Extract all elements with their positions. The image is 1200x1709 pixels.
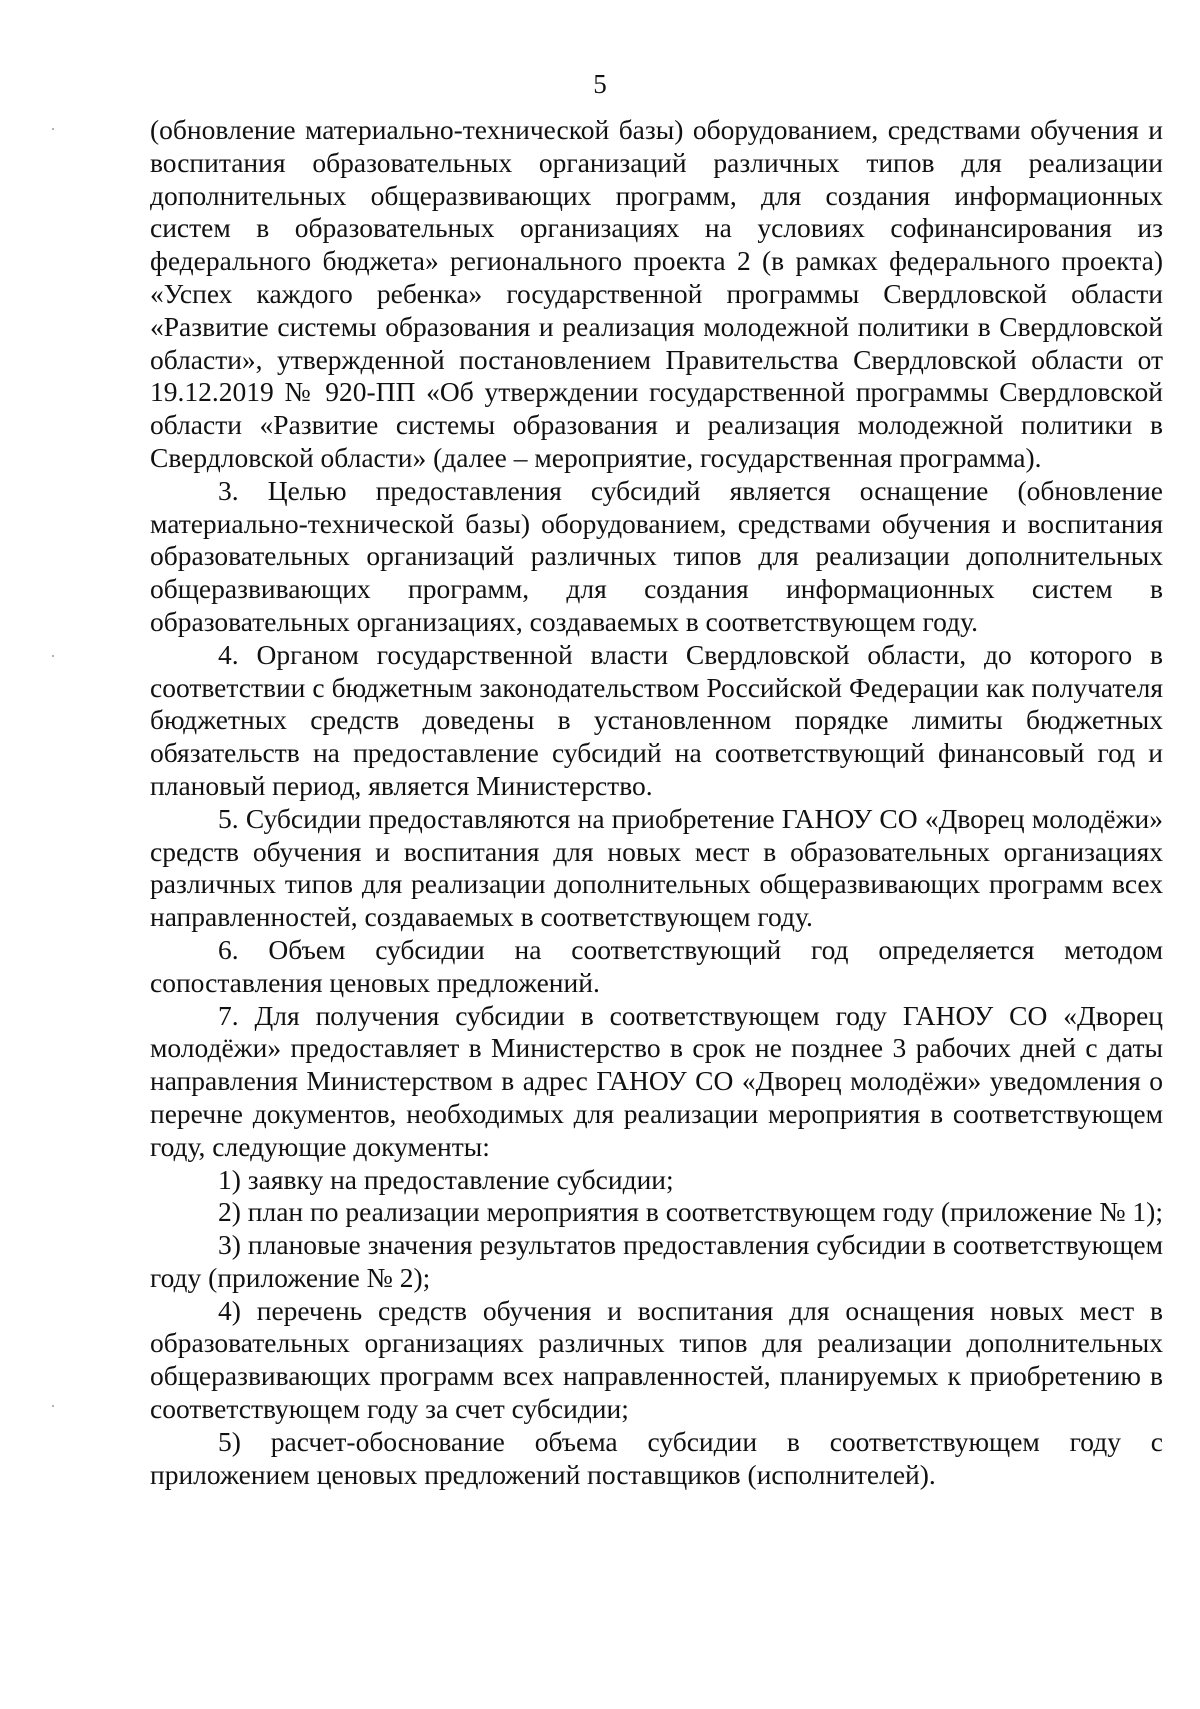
scan-speck [52,128,54,130]
subitem-5: 5) расчет-обоснование объема субсидии в соответствующем году с приложением ценовых предложений поставщиков (исполнителей). [150,1425,1163,1490]
document-body [150,114,1163,1491]
paragraph-continuation: (обновление материально-технической базы) оборудованием, средствами обучения и воспитания образовательных организаций различных типов для реализации дополнительных общеразвивающих программ, для создания информационных систем в образовательных организациях на условиях софинансирования из федерального бюджета» регионального проекта 2 (в рамках федерального проекта) «Успех каждого ребенка» государственной программы Свердловской области «Развитие системы образования и реализация молодежной политики в Свердловской области», утвержденной постановлением Правительства Свердловской области от 19.12.2019 № 920-ПП «Об утверждении государственной программы Свердловской области «Развитие системы образования и реализация молодежной политики в Свердловской области» (далее – мероприятие, государственная программа). [150,114,1163,473]
paragraph-item-5: 5. Субсидии предоставляются на приобретение ГАНОУ СО «Дворец молодёжи» средств обучения и воспитания для новых мест в образовательных организациях различных типов для реализации дополнительных общеразвивающих программ всех направленностей, создаваемых в соответствующем году. [150,802,1163,933]
paragraph-item-3: 3. Целью предоставления субсидий является оснащение (обновление материально-технической базы) оборудованием, средствами обучения и воспитания образовательных организаций различных типов для реализации дополнительных общеразвивающих программ, для создания информационных систем в образовательных организациях, создаваемых в соответствующем году. [150,474,1163,637]
paragraph-item-4: 4. Органом государственной власти Свердловской области, до которого в соответствии с бюджетным законодательством Российской Федерации как получателя бюджетных средств доведены в установленном порядке лимиты бюджетных обязательств на предоставление субсидий на соответствующий финансовый год и плановый период, является Министерство. [150,638,1163,801]
subitem-2: 2) план по реализации мероприятия в соответствующем году (приложение № 1); [218,1196,1163,1228]
scan-speck [52,1405,54,1407]
paragraph-item-7: 7. Для получения субсидии в соответствующем году ГАНОУ СО «Дворец молодёжи» предоставляет в Министерство в срок не позднее 3 рабочих дней с даты направления Министерством в адрес ГАНОУ СО «Дворец молодёжи» уведомления о перечне документов, необходимых для реализации мероприятия в соответствующем году, следующие документы: [150,999,1163,1162]
subitem-3: 3) плановые значения результатов предоставления субсидии в соответствующем году (приложение № 2); [150,1229,1163,1293]
paragraph-item-6: 6. Объем субсидии на соответствующий год определяется методом сопоставления ценовых предложений. [150,933,1163,998]
page-number: 5 [593,69,607,99]
subitem-4: 4) перечень средств обучения и воспитания для оснащения новых мест в образовательных организациях различных типов для реализации дополнительных общеразвивающих программ всех направленностей, планируемых к приобретению в соответствующем году за счет субсидии; [150,1294,1163,1425]
scan-speck [52,655,54,657]
subitem-1: 1) заявку на предоставление субсидии; [218,1163,674,1195]
